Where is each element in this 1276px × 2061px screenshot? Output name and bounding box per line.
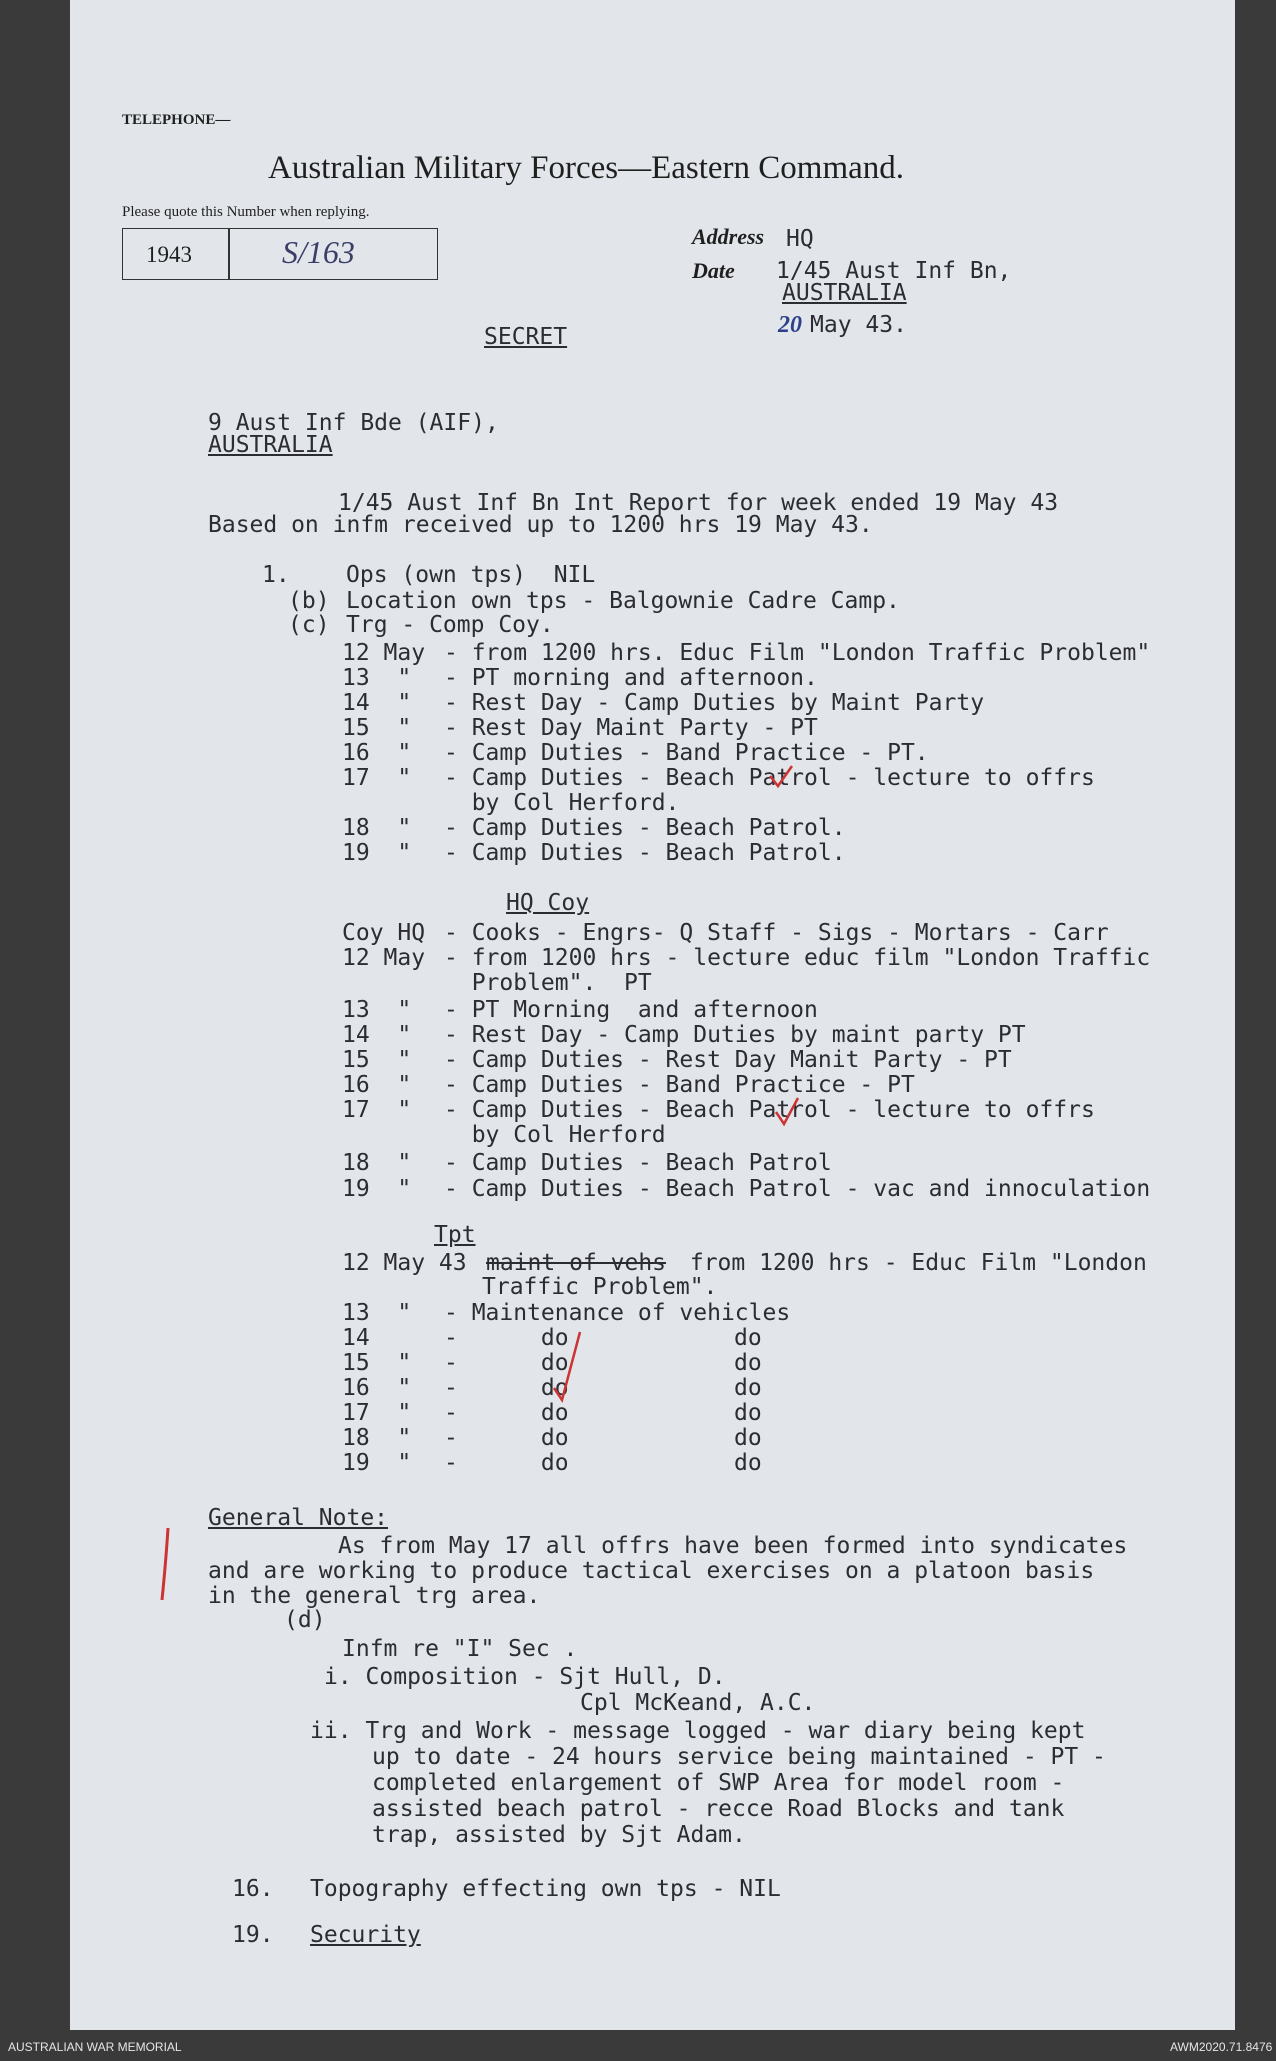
tpt-heading: Tpt: [434, 1222, 476, 1248]
date-line-1: 1/45 Aust Inf Bn,: [776, 258, 1012, 284]
list-item-text: - do: [444, 1425, 569, 1451]
list-item-text: Problem". PT: [444, 970, 652, 996]
list-item-text: - Camp Duties - Beach Patrol: [444, 1150, 832, 1176]
list-item-text: - Rest Day Maint Party - PT: [444, 715, 818, 741]
list-item-text: - Camp Duties - Band Practice - PT: [444, 1072, 915, 1098]
section-d-heading: Infm re "I" Sec .: [342, 1636, 578, 1662]
section-d-ii-line-4: assisted beach patrol - recce Road Blocks and tank: [372, 1796, 1065, 1822]
list-item-day: Coy HQ: [342, 920, 426, 946]
list-item-text: by Col Herford.: [444, 790, 680, 816]
list-item-text: - Camp Duties - Beach Patrol.: [444, 840, 846, 866]
list-item-day: 14 ": [342, 690, 412, 716]
general-note-line-1: As from May 17 all offrs have been formed into syndicates: [338, 1533, 1128, 1559]
section-d-i-line-1: i. Composition - Sjt Hull, D.: [324, 1664, 726, 1690]
intro-line-2: Based on infm received up to 1200 hrs 19 May 43.: [208, 512, 873, 538]
list-item-day: 13 ": [342, 665, 412, 691]
date-label: Date: [692, 258, 735, 283]
list-item-text: - Camp Duties - Band Practice - PT.: [444, 740, 929, 766]
reference-divider: [228, 228, 230, 280]
date-line-3: May 43.: [810, 312, 907, 338]
section-1c-label: (c): [288, 612, 330, 638]
section-d-ii-line-1: ii. Trg and Work - message logged - war diary being kept: [310, 1718, 1086, 1744]
section-19-text: Security: [310, 1922, 421, 1948]
list-item-day: 15 ": [342, 1350, 412, 1376]
list-item-day: 17 ": [342, 1400, 412, 1426]
general-note-line-3: in the general trg area.: [208, 1583, 541, 1609]
intro-line-1: 1/45 Aust Inf Bn Int Report for week ended 19 May 43: [338, 490, 1059, 516]
section-d-ii-line-2: up to date - 24 hours service being maintained - PT -: [372, 1744, 1106, 1770]
list-item-day: 18 ": [342, 1150, 412, 1176]
list-item-text: - PT morning and afternoon.: [444, 665, 818, 691]
list-item-col2: do: [734, 1325, 762, 1351]
recipient-line-1: 9 Aust Inf Bde (AIF),: [208, 410, 499, 436]
tpt-line-2: Traffic Problem".: [482, 1274, 718, 1300]
quote-note: Please quote this Number when replying.: [122, 204, 370, 220]
list-item-col2: do: [734, 1425, 762, 1451]
date-line-2: AUSTRALIA: [782, 280, 907, 306]
list-item-text: - Cooks - Engrs- Q Staff - Sigs - Mortars - Carr: [444, 920, 1109, 946]
list-item-day: 16 ": [342, 1072, 412, 1098]
reference-year: 1943: [146, 242, 192, 267]
list-item-text: - do: [444, 1325, 569, 1351]
section-1c: Trg - Comp Coy.: [346, 612, 554, 638]
section-16-number: 16.: [232, 1876, 274, 1902]
telephone-label: TELEPHONE—: [122, 112, 231, 128]
list-item-text: - Camp Duties - Beach Patrol - vac and innoculation: [444, 1176, 1151, 1202]
list-item-text: - do: [444, 1375, 569, 1401]
list-item-text: - do: [444, 1450, 569, 1476]
list-item-day: 15 ": [342, 1047, 412, 1073]
list-item-text: - Rest Day - Camp Duties by maint party PT: [444, 1022, 1026, 1048]
section-16-text: Topography effecting own tps - NIL: [310, 1876, 781, 1902]
list-item-text: - do: [444, 1400, 569, 1426]
general-note-line-2: and are working to produce tactical exercises on a platoon basis: [208, 1558, 1095, 1584]
list-item-col2: do: [734, 1350, 762, 1376]
tpt-line-1-text: from 1200 hrs - Educ Film "London: [676, 1250, 1147, 1276]
section-d-label: (d): [284, 1607, 326, 1633]
list-item-text: - Camp Duties - Beach Patrol.: [444, 815, 846, 841]
list-item-day: 14: [342, 1325, 370, 1351]
general-note-heading: General Note:: [208, 1505, 389, 1531]
section-1b-label: (b): [288, 588, 330, 614]
list-item-day: 19 ": [342, 840, 412, 866]
reference-number: S/163: [282, 234, 355, 270]
list-item-day: 14 ": [342, 1022, 412, 1048]
section-1-number: 1.: [262, 562, 290, 588]
section-1b: Location own tps - Balgownie Cadre Camp.: [346, 588, 900, 614]
list-item-day: 17 ": [342, 765, 412, 791]
list-item-day: 19 ": [342, 1450, 412, 1476]
list-item-day: 12 May: [342, 945, 426, 971]
list-item-text: - Maintenance of vehicles: [444, 1300, 791, 1326]
list-item-text: - Rest Day - Camp Duties by Maint Party: [444, 690, 985, 716]
letterhead-title: Australian Military Forces—Eastern Command.: [268, 150, 905, 186]
section-d-ii-line-3: completed enlargement of SWP Area for model room -: [372, 1770, 1065, 1796]
list-item-day: 18 ": [342, 1425, 412, 1451]
classification: SECRET: [484, 324, 568, 350]
tpt-line-1-day: 12 May 43: [342, 1250, 467, 1276]
recipient-line-2: AUSTRALIA: [208, 432, 333, 458]
list-item-day: 15 ": [342, 715, 412, 741]
section-d-ii-line-5: trap, assisted by Sjt Adam.: [372, 1822, 746, 1848]
list-item-text: - do: [444, 1350, 569, 1376]
list-item-day: 18 ": [342, 815, 412, 841]
list-item-text: - PT Morning and afternoon: [444, 997, 818, 1023]
footer-right: AWM2020.71.8476: [1170, 2040, 1273, 2054]
tpt-line-1-struck: maint of vehs: [486, 1250, 667, 1276]
section-d-i-line-2: Cpl McKeand, A.C.: [580, 1690, 816, 1716]
footer-left: AUSTRALIAN WAR MEMORIAL: [8, 2040, 182, 2054]
section-1a: Ops (own tps) NIL: [346, 562, 596, 588]
hq-coy-heading: HQ Coy: [506, 890, 590, 916]
list-item-text: - from 1200 hrs - lecture educ film "London Traffic: [444, 945, 1151, 971]
list-item-text: - Camp Duties - Beach Patrol - lecture to offrs: [444, 765, 1095, 791]
list-item-text: - Camp Duties - Beach Patrol - lecture to offrs: [444, 1097, 1095, 1123]
date-handwritten-day: 20: [778, 312, 802, 338]
address-label: Address: [692, 224, 765, 249]
section-19-number: 19.: [232, 1922, 274, 1948]
list-item-day: 13 ": [342, 997, 412, 1023]
list-item-text: by Col Herford: [444, 1122, 666, 1148]
list-item-text: - from 1200 hrs. Educ Film "London Traffic Problem": [444, 640, 1151, 666]
list-item-col2: do: [734, 1375, 762, 1401]
red-margin-line: [162, 1528, 168, 1600]
list-item-day: 16 ": [342, 1375, 412, 1401]
list-item-day: 16 ": [342, 740, 412, 766]
list-item-col2: do: [734, 1450, 762, 1476]
list-item-col2: do: [734, 1400, 762, 1426]
document-sheet: [70, 0, 1235, 2030]
list-item-day: 19 ": [342, 1176, 412, 1202]
list-item-text: - Camp Duties - Rest Day Manit Party - PT: [444, 1047, 1012, 1073]
address-value: HQ: [786, 226, 814, 252]
list-item-day: 13 ": [342, 1300, 412, 1326]
list-item-day: 12 May: [342, 640, 426, 666]
list-item-day: 17 ": [342, 1097, 412, 1123]
